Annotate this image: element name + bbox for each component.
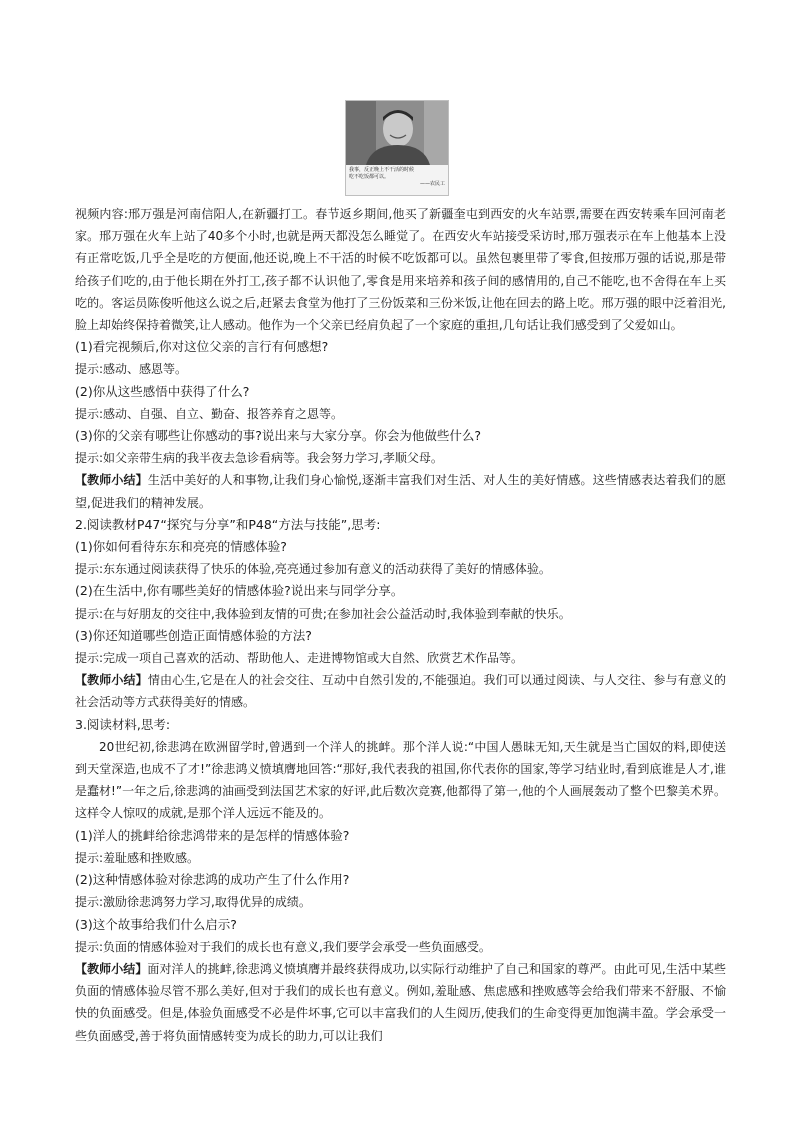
photo-caption-line2: 吃不吃饭都可以。 xyxy=(349,174,390,180)
s2-hint-1: 提示:东东通过阅读获得了快乐的体验,亮亮通过参加有意义的活动获得了美好的情感体验。 xyxy=(75,562,551,577)
summary-label: 【教师小结】 xyxy=(75,473,148,488)
hint-3: 提示:如父亲带生病的我半夜去急诊看病等。我会努力学习,孝顺父母。 xyxy=(75,451,443,466)
s2-question-3: (3)你还知道哪些创造正面情感体验的方法? xyxy=(75,627,312,643)
s3-question-3: (3)这个故事给我们什么启示? xyxy=(75,916,237,932)
section-3-heading: 3.阅读材料,思考: xyxy=(75,716,171,732)
photo-caption-signature: ——农民工 xyxy=(419,181,445,187)
s3-hint-3: 提示:负面的情感体验对于我们的成长也有意义,我们要学会承受一些负面感受。 xyxy=(75,939,491,954)
teacher-summary-3 xyxy=(75,958,726,1047)
video-description: 视频内容:邢万强是河南信阳人,在新疆打工。春节返乡期间,他买了新疆奎屯到西安的火车站票,需要在西安转乘车回河南老家。邢万强在火车上站了40多个小时,也就是两天都没怎么睡觉了。在西安火车站接受采访时,邢万强表示在车上他基本上没有正常吃饭,几乎全是吃的方便面,他还说,晚上不干活的时候不吃饭都可以。虽然包裹里带了零食,但按邢万强的话说,那是带给孩子们吃的,由于他长期在外打工,孩子都不认识他了,零食是用来培养和孩子间的感情用的,自己不能吃,也不舍得在车上买吃的。客运员陈俊听他这么说之后,赶紧去食堂为他打了三份饭菜和三份米饭,让他在回去的路上吃。邢万强的眼中泛着泪光,脸上却始终保持着微笑,让人感动。他作为一个父亲已经肩负起了一个家庭的重担,几句话让我们感受到了父爱如山。 xyxy=(75,207,726,333)
question-3: (3)你的父亲有哪些让你感动的事?说出来与大家分享。你会为他做些什么? xyxy=(75,428,481,444)
summary-text: 生活中美好的人和事物,让我们身心愉悦,逐渐丰富我们对生活、对人生的美好情感。这些情感表达着我们的愿望,促进我们的精神发展。 xyxy=(75,473,726,510)
summary-label: 【教师小结】 xyxy=(75,961,148,976)
photo-caption xyxy=(346,165,448,195)
xu-beihong-passage: 20世纪初,徐悲鸿在欧洲留学时,曾遇到一个洋人的挑衅。那个洋人说:“中国人愚昧无知,天生就是当亡国奴的料,即使送到天堂深造,也成不了才!”徐悲鸿义愤填膺地回答:“那好,我代表我的祖国,你代表你的国家,等学习结业时,看到底谁是人才,谁是蠢材!”一年之后,徐悲鸿的油画受到法国艺术家的好评,此后数次竞赛,他都得了第一,他的个人画展轰动了整个巴黎美术界。这样令人惊叹的成就,是那个洋人远远不能及的。 xyxy=(75,739,726,821)
s2-hint-2: 提示:在与好朋友的交往中,我体验到友情的可贵;在参加社会公益活动时,我体验到奉献的快乐。 xyxy=(75,606,571,621)
hint-2: 提示:感动、自强、自立、勤奋、报答养育之恩等。 xyxy=(75,406,344,421)
lesson-content xyxy=(75,203,726,1047)
s3-question-1: (1)洋人的挑衅给徐悲鸿带来的是怎样的情感体验? xyxy=(75,827,350,843)
teacher-summary-2 xyxy=(75,669,726,713)
s3-hint-1: 提示:羞耻感和挫败感。 xyxy=(75,850,200,865)
summary-text: 面对洋人的挑衅,徐悲鸿义愤填膺并最终获得成功,以实际行动维护了自己和国家的尊严。由此可见,生活中某些负面的情感体验尽管不那么美好,但对于我们的成长也有意义。例如,羞耻感、焦虑感和挫败感等会给我们带来不舒服、不愉快的负面感受。但是,体验负面感受不必是件坏事,它可以丰富我们的人生阅历,使我们的生命变得更加饱满丰盈。学会承受一些负面感受,善于将负面情感转变为成长的助力,可以让我们 xyxy=(75,961,726,1043)
s2-hint-3: 提示:完成一项自己喜欢的活动、帮助他人、走进博物馆或大自然、欣赏艺术作品等。 xyxy=(75,651,524,666)
section-2-heading: 2.阅读教材P47“探究与分享”和P48“方法与技能”,思考: xyxy=(75,516,381,532)
summary-text: 情由心生,它是在人的社会交往、互动中自然引发的,不能强迫。我们可以通过阅读、与人交往、参与有意义的社会活动等方式获得美好的情感。 xyxy=(75,673,726,710)
photo-caption-line1: 我事，反正晚上不干活的时候 xyxy=(349,167,415,173)
video-still-photo xyxy=(345,100,449,196)
summary-label: 【教师小结】 xyxy=(75,673,148,688)
s3-question-2: (2)这种情感体验对徐悲鸿的成功产生了什么作用? xyxy=(75,872,350,888)
s2-question-2: (2)在生活中,你有哪些美好的情感体验?说出来与同学分享。 xyxy=(75,583,404,599)
s2-question-1: (1)你如何看待东东和亮亮的情感体验? xyxy=(75,539,287,555)
s3-hint-2: 提示:激励徐悲鸿努力学习,取得优异的成绩。 xyxy=(75,895,311,910)
teacher-summary-1 xyxy=(75,469,726,513)
man-portrait-image xyxy=(346,101,448,165)
question-2: (2)你从这些感悟中获得了什么? xyxy=(75,383,250,399)
hint-1: 提示:感动、感恩等。 xyxy=(75,362,188,377)
question-1: (1)看完视频后,你对这位父亲的言行有何感想? xyxy=(75,339,329,355)
